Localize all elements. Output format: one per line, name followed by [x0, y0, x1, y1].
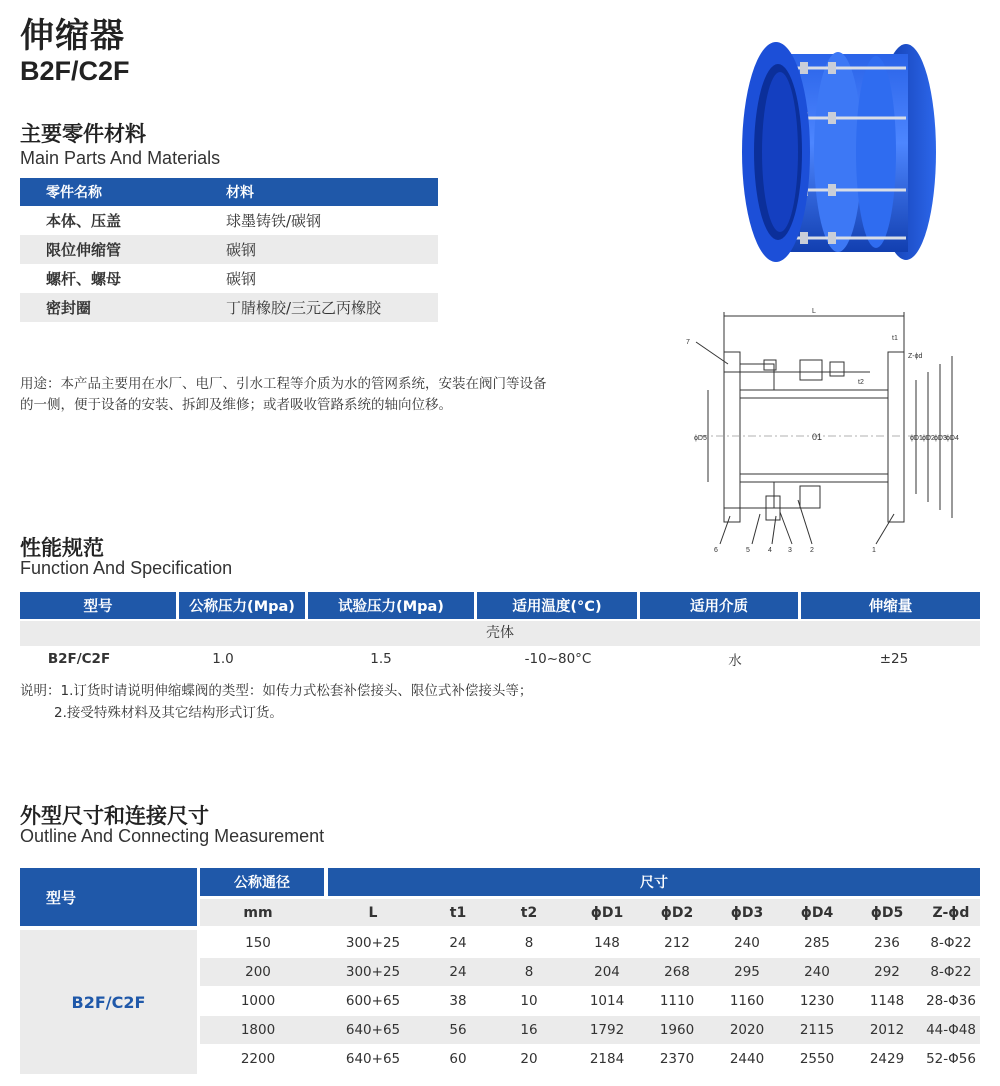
callout-4: 4	[768, 547, 772, 554]
spec-header-test: 试验压力(Mpa)	[308, 592, 474, 619]
cell-d1: 2184	[589, 1051, 625, 1067]
dimensions-row	[200, 987, 980, 1015]
cell-d3: 2020	[729, 1022, 765, 1038]
usage-line: 用途：本产品主要用在水厂、电厂、引水工程等介质为水的管网系统，安装在阀门等设备	[20, 376, 547, 392]
cell-d4: 2115	[799, 1022, 835, 1038]
spec-header-model: 型号	[20, 592, 176, 619]
drawing-d4: ϕD4	[946, 435, 959, 442]
cell-dn: 150	[245, 935, 271, 951]
dimensions-title-cn: 外型尺寸和连接尺寸	[20, 804, 209, 828]
usage-line: 的一侧，便于设备的安装、拆卸及维修；或者吸收管路系统的轴向位移。	[20, 397, 452, 413]
materials-header-row	[20, 178, 438, 206]
cell-l: 640+65	[345, 1051, 401, 1067]
cell-t1: 60	[449, 1051, 467, 1067]
technical-drawing	[680, 300, 970, 558]
page-subtitle: B2F/C2F	[20, 56, 130, 86]
dimensions-row	[200, 1016, 980, 1044]
spec-header-medium: 适用介质	[640, 592, 798, 619]
cell-d2: 1110	[659, 993, 695, 1009]
subhead-l: L	[368, 904, 378, 921]
spec-title-cn: 性能规范	[20, 536, 104, 560]
cell-d1: 204	[594, 964, 620, 980]
cell-t2: 16	[520, 1022, 538, 1038]
materials-material: 丁腈橡胶/三元乙丙橡胶	[226, 299, 382, 317]
cell-d1: 1014	[589, 993, 625, 1009]
drawing-d2: ϕD2	[922, 435, 935, 442]
materials-row	[20, 235, 438, 264]
drawing-dim-t2: t2	[858, 379, 864, 386]
dimensions-header-model: 型号	[20, 868, 197, 926]
spec-title-en: Function And Specification	[20, 558, 233, 578]
cell-dn: 1000	[240, 993, 276, 1009]
cell-l: 300+25	[345, 935, 401, 951]
drawing-dim-t1: t1	[892, 335, 898, 342]
materials-title-en: Main Parts And Materials	[20, 148, 221, 168]
usage-text	[20, 374, 600, 416]
spec-header-nominal: 公称压力(Mpa)	[179, 592, 305, 619]
spec-header-temp: 适用温度(°C)	[477, 592, 637, 619]
materials-part: 本体、压盖	[46, 212, 122, 230]
drawing-center: 01	[812, 432, 823, 442]
cell-d3: 240	[734, 935, 760, 951]
cell-zd: 52-Φ56	[926, 1051, 976, 1067]
materials-header-part: 零件名称	[46, 185, 102, 201]
subhead-t1: t1	[449, 904, 467, 921]
cell-d4: 285	[804, 935, 830, 951]
callout-5: 5	[746, 547, 750, 554]
middle-ring	[814, 52, 862, 252]
cell-d5: 292	[874, 964, 900, 980]
cell-zd: 28-Φ36	[926, 993, 976, 1009]
callout-3: 3	[788, 547, 792, 554]
materials-row	[20, 264, 438, 293]
drawing-d3: ϕD3	[934, 435, 947, 442]
dimensions-title-en: Outline And Connecting Measurement	[20, 826, 325, 846]
cell-d5: 236	[874, 935, 900, 951]
subhead-zd: Z-ϕd	[932, 904, 970, 921]
drawing-dim-l: L	[812, 308, 816, 315]
spec-test: 1.5	[370, 651, 392, 667]
subhead-d5: ϕD5	[870, 904, 904, 921]
cell-d5: 2012	[869, 1022, 905, 1038]
materials-part: 螺杆、螺母	[46, 270, 122, 288]
notes	[20, 680, 532, 724]
cell-t1: 24	[449, 935, 467, 951]
subhead-d4: ϕD4	[800, 904, 834, 921]
cell-t1: 38	[449, 993, 467, 1009]
drawing-dim-zd: Z-ϕd	[908, 353, 923, 360]
drawing-d5: ϕD5	[694, 435, 707, 442]
subhead-d1: ϕD1	[590, 904, 624, 921]
subhead-d3: ϕD3	[730, 904, 764, 921]
callout-2: 2	[810, 547, 814, 554]
dimensions-model: B2F/C2F	[20, 930, 197, 1074]
materials-material: 碳钢	[226, 241, 257, 259]
cell-t2: 20	[520, 1051, 538, 1067]
cell-l: 640+65	[345, 1022, 401, 1038]
spec-temp: -10~80°C	[524, 651, 592, 667]
spec-row	[20, 646, 980, 672]
spec-stroke: ±25	[879, 651, 909, 667]
materials-header-material: 材料	[226, 185, 254, 201]
drawing-d1: ϕD1	[910, 435, 923, 442]
subhead-t2: t2	[520, 904, 538, 921]
callout-1: 1	[872, 547, 876, 554]
materials-row	[20, 206, 438, 235]
cell-l: 600+65	[345, 993, 401, 1009]
dimensions-row	[200, 1045, 980, 1073]
cell-zd: 8-Φ22	[930, 964, 972, 980]
cell-t2: 10	[520, 993, 538, 1009]
spec-model: B2F/C2F	[47, 651, 111, 667]
cell-zd: 44-Φ48	[926, 1022, 976, 1038]
page-title: 伸缩器	[20, 16, 125, 56]
cell-t2: 8	[524, 964, 534, 980]
cell-t2: 8	[524, 935, 534, 951]
cell-d4: 240	[804, 964, 830, 980]
dimensions-row	[200, 958, 980, 986]
dimensions-header-size: 尺寸	[328, 868, 980, 896]
spec-header-stroke: 伸缩量	[801, 592, 980, 619]
dimensions-subheader-row	[200, 899, 980, 926]
cell-d4: 2550	[799, 1051, 835, 1067]
cell-d4: 1230	[799, 993, 835, 1009]
materials-material: 球墨铸铁/碳钢	[226, 212, 322, 230]
cell-d3: 295	[734, 964, 760, 980]
materials-row	[20, 293, 438, 322]
cell-d2: 268	[664, 964, 690, 980]
cell-dn: 2200	[240, 1051, 276, 1067]
materials-part: 密封圈	[46, 299, 92, 317]
cell-d1: 1792	[589, 1022, 625, 1038]
spec-subheader: 壳体	[20, 621, 980, 646]
cell-d2: 212	[664, 935, 690, 951]
cell-d2: 2370	[659, 1051, 695, 1067]
cell-zd: 8-Φ22	[930, 935, 972, 951]
materials-material: 碳钢	[226, 270, 257, 288]
spec-table	[20, 592, 980, 672]
cell-d3: 2440	[729, 1051, 765, 1067]
spec-medium: 水	[728, 653, 742, 669]
note-line: 2.接受特殊材料及其它结构形式订货。	[54, 705, 283, 721]
cell-dn: 1800	[240, 1022, 276, 1038]
cell-t1: 24	[449, 964, 467, 980]
note-line: 说明：1.订货时请说明伸缩蝶阀的类型：如传力式松套补偿接头、限位式补偿接头等；	[20, 683, 533, 699]
product-photo	[728, 40, 942, 270]
gland-ring	[856, 56, 896, 248]
dimensions-row	[200, 929, 980, 957]
cell-d2: 1960	[659, 1022, 695, 1038]
subhead-mm: mm	[243, 904, 273, 921]
callout-6: 6	[714, 547, 718, 554]
cell-d5: 1148	[869, 993, 905, 1009]
subhead-d2: ϕD2	[660, 904, 694, 921]
cell-l: 300+25	[345, 964, 401, 980]
dimensions-table	[20, 868, 980, 1074]
materials-part: 限位伸缩管	[46, 241, 122, 259]
materials-title-cn: 主要零件材料	[20, 122, 146, 146]
spec-header-row	[20, 592, 980, 619]
spec-nominal: 1.0	[212, 651, 234, 667]
cell-dn: 200	[245, 964, 271, 980]
cell-t1: 56	[449, 1022, 467, 1038]
cell-d5: 2429	[869, 1051, 905, 1067]
cell-d3: 1160	[729, 993, 765, 1009]
materials-table	[20, 178, 438, 322]
callout-7: 7	[686, 339, 690, 346]
dimensions-header-nominal: 公称通径	[200, 868, 324, 896]
cell-d1: 148	[594, 935, 620, 951]
